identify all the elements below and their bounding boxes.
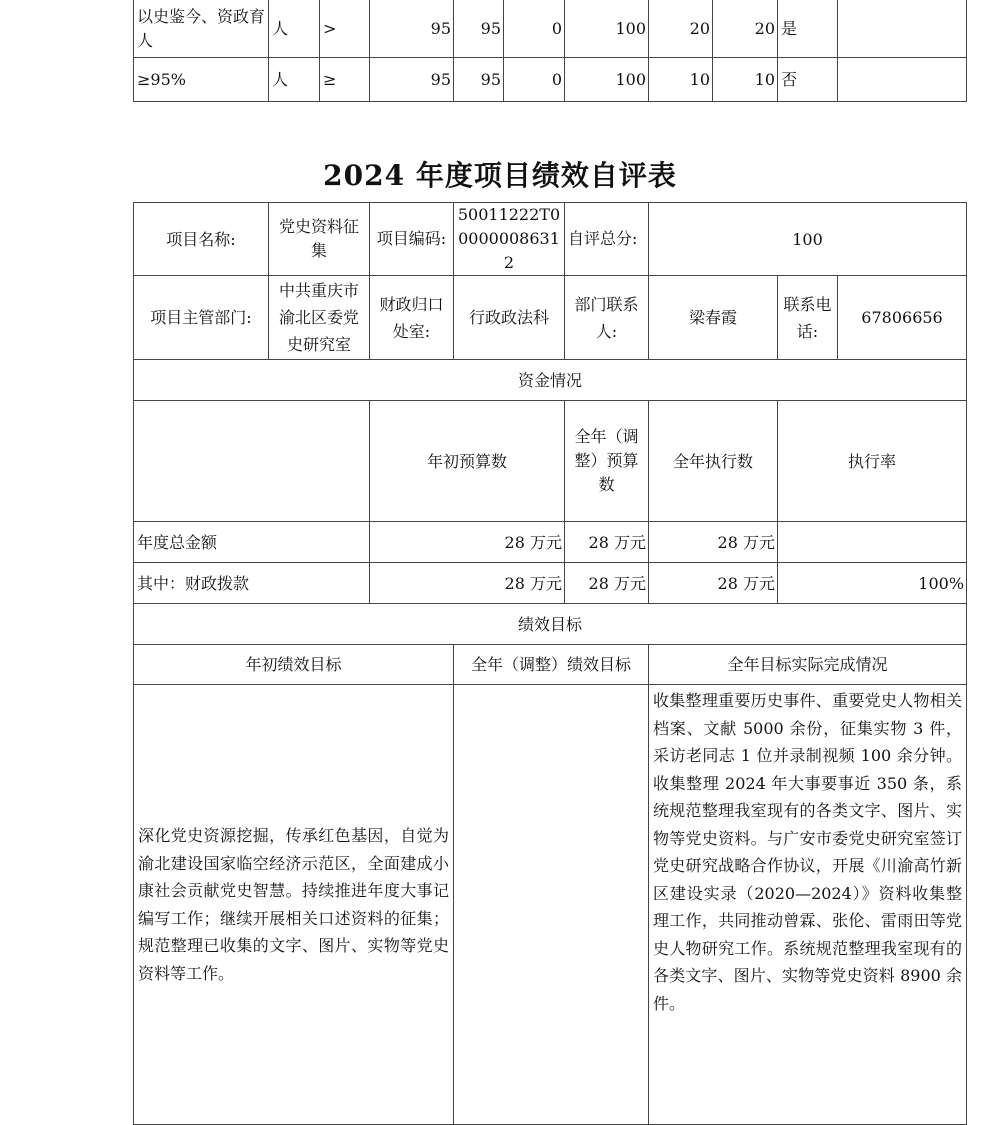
funds-header-row: [134, 401, 967, 522]
contact-person-label: 部门联系人:: [565, 276, 649, 360]
funds-section-title: 资金情况: [134, 360, 967, 401]
indicator-name: ≥95%: [134, 58, 269, 102]
rate-header: 执行率: [778, 401, 967, 522]
funds-section-row: [134, 360, 967, 401]
phone-value: 67806656: [838, 276, 967, 360]
indicator-row: [134, 58, 967, 102]
indicator-value: 10: [649, 58, 713, 102]
adjusted-budget-header: 全年（调整）预算数: [565, 401, 649, 522]
department-row: [134, 276, 967, 360]
initial-goal-header: 年初绩效目标: [134, 645, 454, 685]
finance-office-value: 行政政法科: [454, 276, 565, 360]
initial-budget-value: 28 万元: [370, 522, 565, 563]
goals-header-row: [134, 645, 967, 685]
rate-value: [778, 522, 967, 563]
adjusted-goal-header: 全年（调整）绩效目标: [454, 645, 649, 685]
indicator-table-continued: [133, 0, 967, 102]
rate-value: 100%: [778, 563, 967, 604]
funds-total-row: [134, 522, 967, 563]
self-score-label: 自评总分:: [565, 203, 649, 276]
indicator-row: [134, 0, 967, 58]
indicator-value: 20: [713, 0, 778, 58]
indicator-met: 是: [778, 0, 838, 58]
self-score-value: 100: [649, 203, 967, 276]
indicator-value: 0: [504, 58, 565, 102]
indicator-value: 95: [454, 58, 504, 102]
initial-budget-value: 28 万元: [370, 563, 565, 604]
indicator-value: 100: [565, 58, 649, 102]
project-code-label: 项目编码:: [370, 203, 454, 276]
funds-row-label: 其中：财政拨款: [134, 563, 370, 604]
indicator-operator: ≥: [320, 58, 370, 102]
indicator-value: 0: [504, 0, 565, 58]
adjusted-budget-value: 28 万元: [565, 563, 649, 604]
indicator-value: 95: [370, 58, 454, 102]
indicator-unit: 人: [269, 0, 320, 58]
department-value: 中共重庆市渝北区委党史研究室: [269, 276, 370, 360]
indicator-name: 以史鉴今、资政育人: [134, 0, 269, 58]
adjusted-goal-text: [454, 685, 649, 1125]
page-title: 2024 年度项目绩效自评表: [323, 159, 677, 192]
indicator-value: 20: [649, 0, 713, 58]
finance-office-label: 财政归口处室:: [370, 276, 454, 360]
funds-header-blank: [134, 401, 370, 522]
executed-header: 全年执行数: [649, 401, 778, 522]
initial-budget-header: 年初预算数: [370, 401, 565, 522]
indicator-note: [838, 0, 967, 58]
goals-section-row: [134, 604, 967, 645]
actual-completion-header: 全年目标实际完成情况: [649, 645, 967, 685]
funds-row-label: 年度总金额: [134, 522, 370, 563]
indicator-value: 95: [370, 0, 454, 58]
actual-completion-text: 收集整理重要历史事件、重要党史人物相关档案、文献 5000 余份，征集实物 3 件，采访老同志 1 位并录制视频 100 余分钟。收集整理 2024 年大事要事近 350 条，系统规范整理我室现有的各类文字、图片、实物等党史资料。与广安市委党史研究室签订党史研究战略合作协议，开展《川渝高竹新区建设实录（2020—2024）》资料收集整理工作，共同推动曾霖、张伦、雷雨田等党史人物研究工作。系统规范整理我室现有的各类文字、图片、实物等党史资料 8900 余件。: [649, 685, 967, 1125]
self-evaluation-table: [133, 202, 967, 1125]
phone-label: 联系电话:: [778, 276, 838, 360]
indicator-met: 否: [778, 58, 838, 102]
indicator-value: 10: [713, 58, 778, 102]
initial-goal-text: 深化党史资源挖掘，传承红色基因，自觉为渝北建设国家临空经济示范区，全面建成小康社会贡献党史智慧。持续推进年度大事记编写工作；继续开展相关口述资料的征集；规范整理已收集的文字、图片、实物等党史资料等工作。: [134, 685, 454, 1125]
contact-person-value: 梁春霞: [649, 276, 778, 360]
project-name-label: 项目名称:: [134, 203, 269, 276]
executed-value: 28 万元: [649, 522, 778, 563]
indicator-unit: 人: [269, 58, 320, 102]
funds-fiscal-row: [134, 563, 967, 604]
project-info-row: [134, 203, 967, 276]
department-label: 项目主管部门:: [134, 276, 269, 360]
executed-value: 28 万元: [649, 563, 778, 604]
indicator-value: 95: [454, 0, 504, 58]
indicator-operator: >: [320, 0, 370, 58]
goals-content-row: [134, 685, 967, 1125]
indicator-note: [838, 58, 967, 102]
project-code-value: 50011222T000000086312: [454, 203, 565, 276]
goals-section-title: 绩效目标: [134, 604, 967, 645]
adjusted-budget-value: 28 万元: [565, 522, 649, 563]
project-name-value: 党史资料征集: [269, 203, 370, 276]
indicator-value: 100: [565, 0, 649, 58]
